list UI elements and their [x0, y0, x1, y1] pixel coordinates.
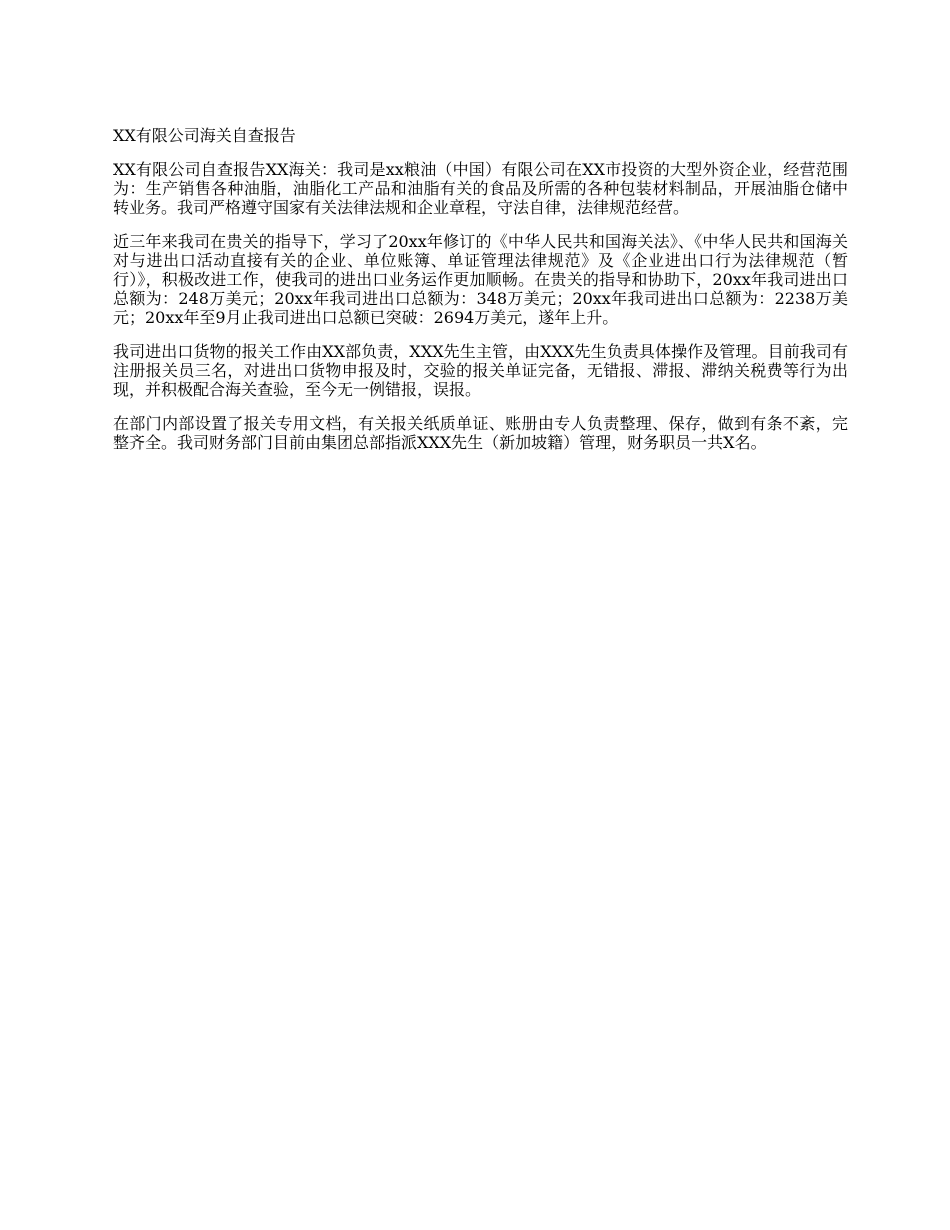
paragraph-trade-history: 近三年来我司在贵关的指导下，学习了20xx年修订的《中华人民共和国海关法》、《中华人民共和国海关对与进出口活动直接有关的企业、单位账簿、单证管理法律规范》及《企业进出口行为法律规范（暂行）》，积极改进工作，使我司的进出口业务运作更加顺畅。在贵关的指导和协助下，20xx年我司进出口总额为：248万美元；20xx年我司进出口总额为：348万美元；20xx年我司进出口总额为：2238万美元；20xx年至9月止我司进出口总额已突破：2694万美元，遂年上升。 — [113, 232, 848, 327]
paragraph-customs-declaration: 我司进出口货物的报关工作由XX部负责，XXX先生主管，由XXX先生负责具体操作及管理。目前我司有注册报关员三名，对进出口货物申报及时，交验的报关单证完备，无错报、滞报、滞纳关税费等行为出现，并积极配合海关查验，至今无一例错报，误报。 — [113, 342, 848, 399]
document-title: XX有限公司海关自查报告 — [113, 126, 296, 145]
paragraph-records-management: 在部门内部设置了报关专用文档，有关报关纸质单证、账册由专人负责整理、保存，做到有条不紊，完整齐全。我司财务部门目前由集团总部指派XXX先生（新加坡籍）管理，财务职员一共X名。 — [113, 414, 848, 452]
paragraph-company-intro: XX有限公司自查报告XX海关：我司是xx粮油（中国）有限公司在XX市投资的大型外资企业，经营范围为：生产销售各种油脂，油脂化工产品和油脂有关的食品及所需的各种包装材料制品，开展油脂仓储中转业务。我司严格遵守国家有关法律法规和企业章程，守法自律，法律规范经营。 — [113, 160, 848, 217]
document-page — [113, 126, 848, 467]
